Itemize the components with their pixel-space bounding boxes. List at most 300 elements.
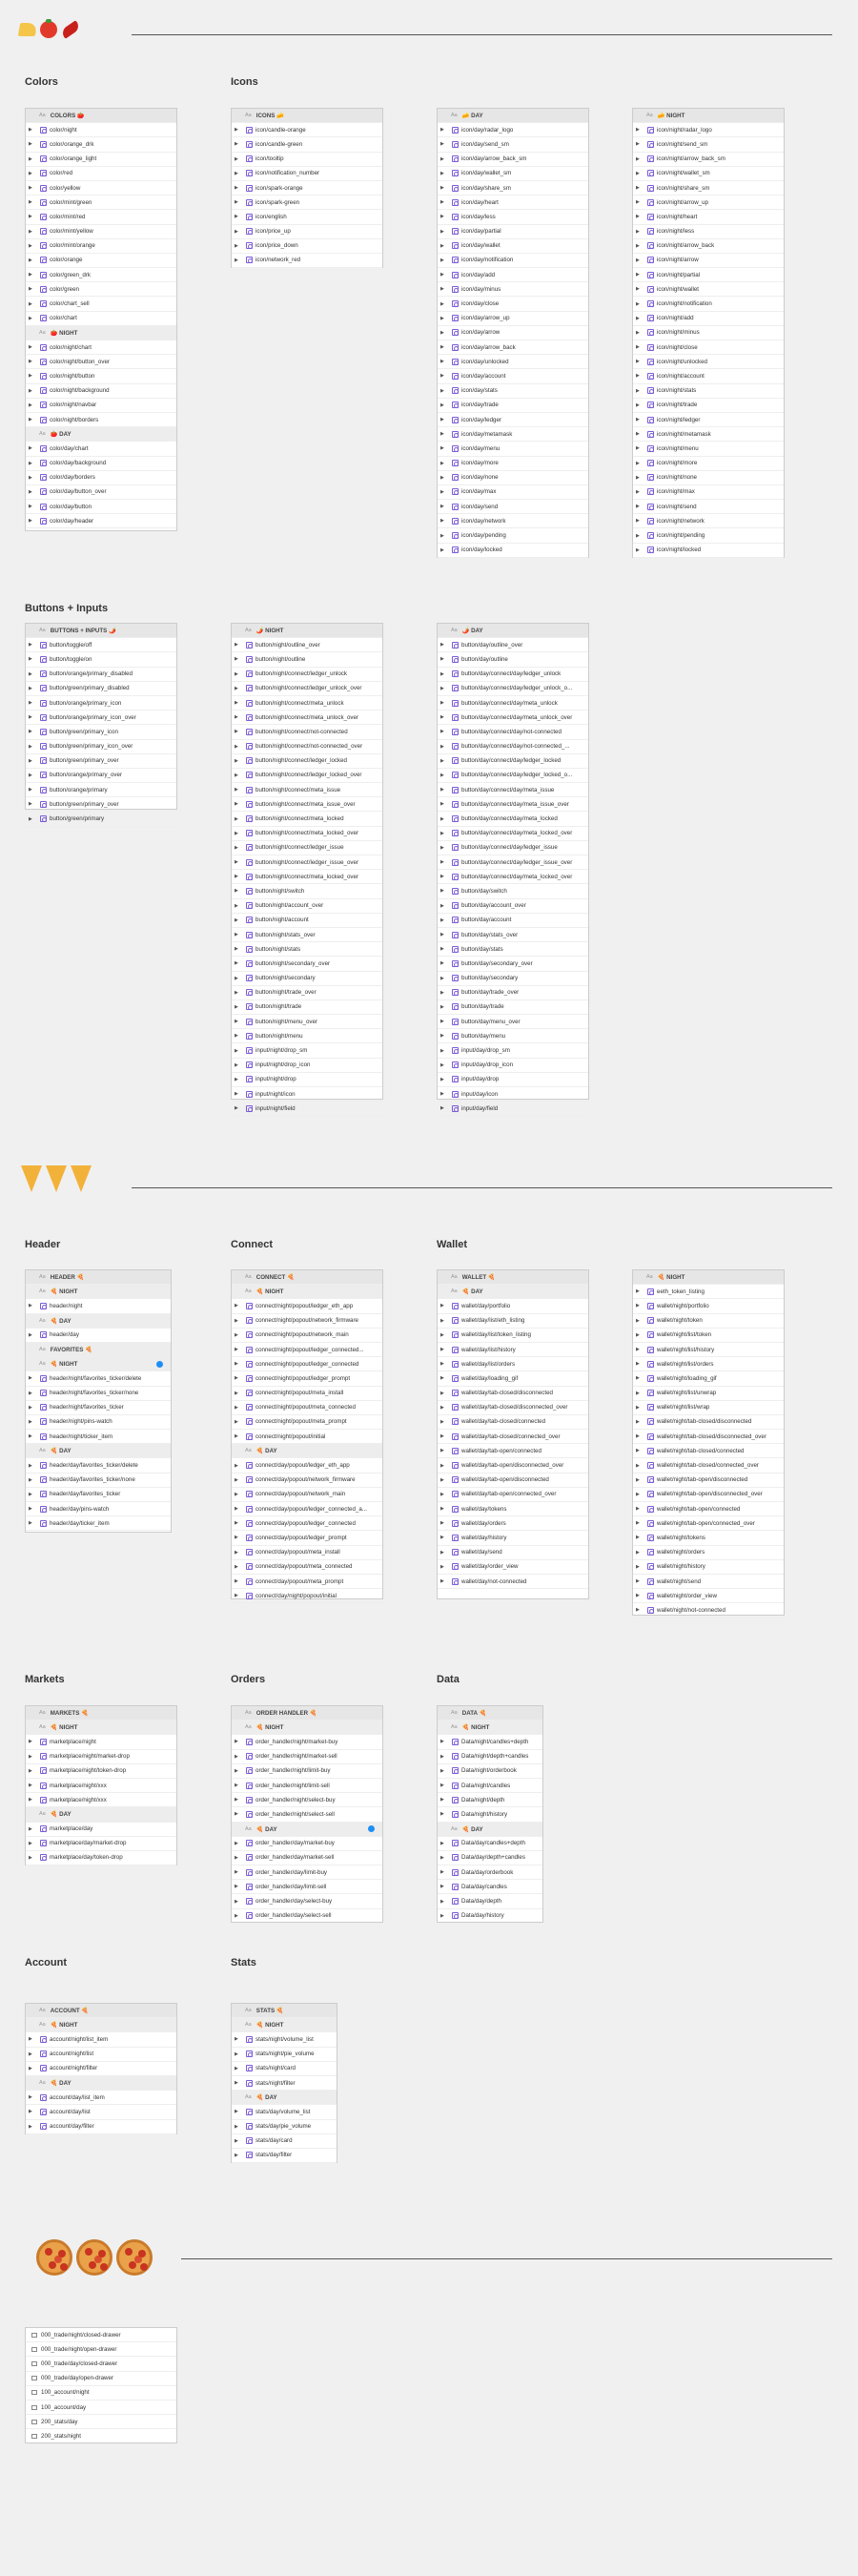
expand-arrow-icon[interactable]: ▶ [235, 1563, 238, 1570]
layer-item[interactable] [26, 297, 176, 311]
layer-item[interactable] [438, 668, 588, 682]
layer-item[interactable] [26, 1851, 176, 1865]
layer-item[interactable] [26, 153, 176, 167]
expand-arrow-icon[interactable]: ▶ [440, 1797, 444, 1803]
expand-arrow-icon[interactable]: ▶ [29, 373, 32, 380]
expand-arrow-icon[interactable]: ▶ [29, 1404, 32, 1411]
layer-item[interactable] [26, 754, 176, 769]
layer-item[interactable] [232, 1102, 382, 1116]
layer-item[interactable] [26, 725, 176, 739]
layer-item[interactable] [438, 1909, 542, 1924]
group-header[interactable] [438, 1823, 542, 1837]
layer-item[interactable] [633, 1531, 784, 1545]
expand-arrow-icon[interactable]: ▶ [440, 1476, 444, 1483]
layer-item[interactable] [438, 1837, 542, 1851]
expand-arrow-icon[interactable]: ▶ [235, 960, 238, 967]
expand-arrow-icon[interactable]: ▶ [440, 170, 444, 176]
layer-item[interactable] [26, 1371, 171, 1386]
expand-arrow-icon[interactable]: ▶ [636, 1448, 640, 1454]
layer-item[interactable] [438, 1343, 588, 1357]
layer-item[interactable] [232, 1299, 382, 1313]
layer-item[interactable] [438, 870, 588, 884]
expand-arrow-icon[interactable]: ▶ [440, 700, 444, 707]
expand-arrow-icon[interactable]: ▶ [29, 214, 32, 220]
layer-item[interactable] [232, 1851, 382, 1865]
expand-arrow-icon[interactable]: ▶ [235, 902, 238, 909]
layer-item[interactable] [232, 1750, 382, 1764]
expand-arrow-icon[interactable]: ▶ [440, 670, 444, 677]
expand-arrow-icon[interactable]: ▶ [440, 1520, 444, 1527]
layer-item[interactable] [26, 340, 176, 355]
expand-arrow-icon[interactable]: ▶ [235, 1331, 238, 1338]
expand-arrow-icon[interactable]: ▶ [440, 344, 444, 351]
panel-header[interactable] [633, 1270, 784, 1285]
layer-item[interactable] [438, 1764, 542, 1779]
layer-item[interactable] [232, 196, 382, 210]
panel-header[interactable] [232, 2004, 337, 2018]
expand-arrow-icon[interactable]: ▶ [440, 1418, 444, 1425]
layer-item[interactable] [633, 1502, 784, 1516]
layer-item[interactable] [26, 740, 176, 754]
layer-item[interactable] [232, 2149, 337, 2163]
layer-item[interactable] [232, 1401, 382, 1415]
layer-item[interactable] [26, 1837, 176, 1851]
layer-item[interactable] [438, 254, 588, 268]
layer-item[interactable] [633, 1560, 784, 1575]
layer-item[interactable] [26, 268, 176, 282]
expand-arrow-icon[interactable]: ▶ [235, 1811, 238, 1818]
layer-item[interactable] [633, 442, 784, 456]
expand-arrow-icon[interactable]: ▶ [235, 1105, 238, 1112]
layer-item[interactable] [26, 1299, 171, 1313]
group-header[interactable] [232, 1721, 382, 1735]
expand-arrow-icon[interactable]: ▶ [29, 1767, 32, 1774]
expand-arrow-icon[interactable]: ▶ [440, 685, 444, 691]
expand-arrow-icon[interactable]: ▶ [440, 859, 444, 866]
layer-item[interactable] [232, 1764, 382, 1779]
expand-arrow-icon[interactable]: ▶ [440, 460, 444, 466]
panel-header[interactable] [232, 109, 382, 123]
layer-item[interactable] [438, 725, 588, 739]
layer-item[interactable] [232, 928, 382, 942]
expand-arrow-icon[interactable]: ▶ [29, 1520, 32, 1527]
layer-item[interactable] [438, 1575, 588, 1589]
layer-item[interactable] [438, 1531, 588, 1545]
expand-arrow-icon[interactable]: ▶ [440, 272, 444, 278]
expand-arrow-icon[interactable]: ▶ [235, 844, 238, 851]
layer-item[interactable] [633, 528, 784, 543]
expand-arrow-icon[interactable]: ▶ [29, 2036, 32, 2043]
expand-arrow-icon[interactable]: ▶ [29, 1753, 32, 1760]
expand-arrow-icon[interactable]: ▶ [29, 743, 32, 750]
panel-header[interactable] [26, 624, 176, 638]
layer-item[interactable] [232, 1387, 382, 1401]
layer-item[interactable] [633, 297, 784, 311]
layer-item[interactable] [26, 181, 176, 196]
frame-item[interactable] [26, 2386, 176, 2401]
layer-item[interactable] [232, 1343, 382, 1357]
expand-arrow-icon[interactable]: ▶ [235, 2080, 238, 2087]
layer-item[interactable] [438, 312, 588, 326]
layer-item[interactable] [26, 812, 176, 826]
expand-arrow-icon[interactable]: ▶ [440, 214, 444, 220]
expand-arrow-icon[interactable]: ▶ [440, 445, 444, 452]
layer-item[interactable] [232, 1894, 382, 1908]
expand-arrow-icon[interactable]: ▶ [636, 1317, 640, 1324]
layer-item[interactable] [26, 1430, 171, 1444]
expand-arrow-icon[interactable]: ▶ [29, 772, 32, 778]
expand-arrow-icon[interactable]: ▶ [440, 1840, 444, 1846]
expand-arrow-icon[interactable]: ▶ [235, 685, 238, 691]
layer-item[interactable] [232, 254, 382, 268]
expand-arrow-icon[interactable]: ▶ [235, 1047, 238, 1054]
expand-arrow-icon[interactable]: ▶ [29, 815, 32, 822]
expand-arrow-icon[interactable]: ▶ [440, 917, 444, 923]
layer-item[interactable] [438, 297, 588, 311]
layer-item[interactable] [633, 326, 784, 340]
layer-item[interactable] [438, 1299, 588, 1313]
layer-item[interactable] [438, 1546, 588, 1560]
layer-item[interactable] [438, 196, 588, 210]
expand-arrow-icon[interactable]: ▶ [440, 141, 444, 148]
expand-arrow-icon[interactable]: ▶ [235, 989, 238, 996]
group-header[interactable] [26, 2018, 176, 2032]
expand-arrow-icon[interactable]: ▶ [29, 2094, 32, 2101]
expand-arrow-icon[interactable]: ▶ [636, 1288, 640, 1295]
expand-arrow-icon[interactable]: ▶ [235, 2065, 238, 2071]
expand-arrow-icon[interactable]: ▶ [29, 1375, 32, 1382]
layer-item[interactable] [26, 1458, 171, 1473]
layer-item[interactable] [26, 457, 176, 471]
expand-arrow-icon[interactable]: ▶ [636, 387, 640, 394]
layer-item[interactable] [633, 1589, 784, 1603]
layer-item[interactable] [438, 652, 588, 667]
layer-item[interactable] [232, 1793, 382, 1807]
expand-arrow-icon[interactable]: ▶ [235, 1361, 238, 1368]
expand-arrow-icon[interactable]: ▶ [636, 1418, 640, 1425]
expand-arrow-icon[interactable]: ▶ [29, 2109, 32, 2115]
layer-item[interactable] [232, 986, 382, 1000]
layer-item[interactable] [438, 1807, 542, 1822]
layer-item[interactable] [232, 855, 382, 870]
layer-item[interactable] [438, 1029, 588, 1043]
group-header[interactable] [26, 427, 176, 442]
expand-arrow-icon[interactable]: ▶ [235, 1476, 238, 1483]
layer-item[interactable] [438, 1387, 588, 1401]
expand-arrow-icon[interactable]: ▶ [636, 170, 640, 176]
layer-item[interactable] [232, 1807, 382, 1822]
layer-item[interactable] [232, 652, 382, 667]
group-header[interactable] [26, 2076, 176, 2091]
layer-item[interactable] [26, 1735, 176, 1749]
layer-item[interactable] [232, 225, 382, 239]
expand-arrow-icon[interactable]: ▶ [440, 1361, 444, 1368]
expand-arrow-icon[interactable]: ▶ [440, 787, 444, 793]
layer-item[interactable] [232, 1043, 382, 1058]
expand-arrow-icon[interactable]: ▶ [235, 1593, 238, 1599]
layer-item[interactable] [26, 355, 176, 369]
expand-arrow-icon[interactable]: ▶ [440, 387, 444, 394]
expand-arrow-icon[interactable]: ▶ [636, 1578, 640, 1585]
layer-item[interactable] [26, 210, 176, 224]
expand-arrow-icon[interactable]: ▶ [235, 1347, 238, 1353]
expand-arrow-icon[interactable]: ▶ [29, 685, 32, 691]
layer-item[interactable] [438, 340, 588, 355]
expand-arrow-icon[interactable]: ▶ [440, 504, 444, 510]
layer-item[interactable] [232, 153, 382, 167]
layer-item[interactable] [232, 1415, 382, 1430]
panel-header[interactable] [438, 1706, 542, 1721]
expand-arrow-icon[interactable]: ▶ [235, 1091, 238, 1098]
layer-item[interactable] [633, 268, 784, 282]
layer-item[interactable] [438, 1401, 588, 1415]
expand-arrow-icon[interactable]: ▶ [440, 417, 444, 423]
group-header[interactable] [26, 1357, 171, 1371]
group-header[interactable] [232, 1444, 382, 1458]
layer-item[interactable] [232, 884, 382, 898]
layer-item[interactable] [232, 2062, 337, 2076]
expand-arrow-icon[interactable]: ▶ [29, 315, 32, 321]
expand-arrow-icon[interactable]: ▶ [235, 1739, 238, 1745]
expand-arrow-icon[interactable]: ▶ [440, 815, 444, 822]
expand-arrow-icon[interactable]: ▶ [440, 1506, 444, 1513]
layer-item[interactable] [232, 1865, 382, 1880]
expand-arrow-icon[interactable]: ▶ [440, 1578, 444, 1585]
layer-item[interactable] [26, 1750, 176, 1764]
layer-item[interactable] [438, 369, 588, 383]
expand-arrow-icon[interactable]: ▶ [235, 1912, 238, 1919]
layer-item[interactable] [232, 1502, 382, 1516]
expand-arrow-icon[interactable]: ▶ [440, 1317, 444, 1324]
expand-arrow-icon[interactable]: ▶ [29, 257, 32, 263]
expand-arrow-icon[interactable]: ▶ [29, 359, 32, 365]
expand-arrow-icon[interactable]: ▶ [235, 772, 238, 778]
group-header[interactable] [26, 1343, 171, 1357]
expand-arrow-icon[interactable]: ▶ [440, 315, 444, 321]
layer-item[interactable] [633, 1387, 784, 1401]
expand-arrow-icon[interactable]: ▶ [29, 272, 32, 278]
layer-item[interactable] [232, 210, 382, 224]
panel-header[interactable] [633, 109, 784, 123]
layer-item[interactable] [438, 1043, 588, 1058]
group-header[interactable] [232, 2018, 337, 2032]
expand-arrow-icon[interactable]: ▶ [636, 300, 640, 307]
expand-arrow-icon[interactable]: ▶ [235, 1535, 238, 1541]
layer-item[interactable] [633, 1299, 784, 1313]
layer-item[interactable] [633, 196, 784, 210]
expand-arrow-icon[interactable]: ▶ [636, 1607, 640, 1614]
layer-item[interactable] [438, 1502, 588, 1516]
group-header[interactable] [26, 326, 176, 340]
layer-item[interactable] [438, 1087, 588, 1102]
expand-arrow-icon[interactable]: ▶ [29, 242, 32, 249]
layer-item[interactable] [438, 427, 588, 442]
layer-item[interactable] [438, 1430, 588, 1444]
layer-item[interactable] [26, 1415, 171, 1430]
layer-item[interactable] [26, 2091, 176, 2105]
layer-item[interactable] [26, 399, 176, 413]
expand-arrow-icon[interactable]: ▶ [29, 2050, 32, 2057]
panel-header[interactable] [232, 1270, 382, 1285]
expand-arrow-icon[interactable]: ▶ [235, 1390, 238, 1396]
group-header[interactable] [26, 1285, 171, 1299]
layer-item[interactable] [26, 369, 176, 383]
layer-item[interactable] [232, 638, 382, 652]
expand-arrow-icon[interactable]: ▶ [235, 170, 238, 176]
layer-item[interactable] [633, 167, 784, 181]
expand-arrow-icon[interactable]: ▶ [440, 729, 444, 735]
layer-item[interactable] [633, 123, 784, 137]
expand-arrow-icon[interactable]: ▶ [636, 329, 640, 336]
frame-item[interactable] [26, 2372, 176, 2386]
expand-arrow-icon[interactable]: ▶ [440, 874, 444, 880]
expand-arrow-icon[interactable]: ▶ [440, 1783, 444, 1789]
layer-item[interactable] [232, 2120, 337, 2134]
layer-item[interactable] [26, 638, 176, 652]
frame-item[interactable] [26, 2429, 176, 2443]
expand-arrow-icon[interactable]: ▶ [29, 801, 32, 808]
expand-arrow-icon[interactable]: ▶ [440, 975, 444, 981]
expand-arrow-icon[interactable]: ▶ [29, 729, 32, 735]
layer-item[interactable] [232, 1560, 382, 1575]
layer-item[interactable] [438, 1458, 588, 1473]
layer-item[interactable] [438, 1371, 588, 1386]
expand-arrow-icon[interactable]: ▶ [235, 670, 238, 677]
layer-item[interactable] [232, 725, 382, 739]
layer-item[interactable] [633, 413, 784, 427]
expand-arrow-icon[interactable]: ▶ [29, 518, 32, 525]
layer-item[interactable] [232, 1329, 382, 1343]
layer-item[interactable] [633, 137, 784, 152]
layer-item[interactable] [232, 1779, 382, 1793]
expand-arrow-icon[interactable]: ▶ [29, 1433, 32, 1440]
expand-arrow-icon[interactable]: ▶ [636, 546, 640, 553]
layer-item[interactable] [633, 1314, 784, 1329]
layer-item[interactable] [26, 711, 176, 725]
layer-item[interactable] [438, 1516, 588, 1531]
layer-item[interactable] [633, 1371, 784, 1386]
layer-item[interactable] [232, 1430, 382, 1444]
layer-item[interactable] [633, 282, 784, 297]
layer-item[interactable] [26, 471, 176, 485]
expand-arrow-icon[interactable]: ▶ [235, 975, 238, 981]
expand-arrow-icon[interactable]: ▶ [29, 787, 32, 793]
expand-arrow-icon[interactable]: ▶ [235, 1898, 238, 1905]
expand-arrow-icon[interactable]: ▶ [235, 1003, 238, 1010]
layer-item[interactable] [26, 123, 176, 137]
expand-arrow-icon[interactable]: ▶ [235, 242, 238, 249]
layer-item[interactable] [26, 769, 176, 783]
expand-arrow-icon[interactable]: ▶ [235, 185, 238, 192]
panel-header[interactable] [438, 1270, 588, 1285]
expand-arrow-icon[interactable]: ▶ [440, 772, 444, 778]
layer-item[interactable] [438, 899, 588, 914]
expand-arrow-icon[interactable]: ▶ [29, 714, 32, 721]
expand-arrow-icon[interactable]: ▶ [235, 1797, 238, 1803]
expand-arrow-icon[interactable]: ▶ [440, 1753, 444, 1760]
layer-item[interactable] [232, 181, 382, 196]
layer-item[interactable] [232, 239, 382, 254]
expand-arrow-icon[interactable]: ▶ [636, 1491, 640, 1497]
layer-item[interactable] [26, 196, 176, 210]
expand-arrow-icon[interactable]: ▶ [440, 989, 444, 996]
expand-arrow-icon[interactable]: ▶ [235, 743, 238, 750]
layer-item[interactable] [633, 1575, 784, 1589]
layer-item[interactable] [232, 957, 382, 971]
layer-item[interactable] [26, 1401, 171, 1415]
layer-item[interactable] [232, 783, 382, 797]
group-header[interactable] [26, 1444, 171, 1458]
expand-arrow-icon[interactable]: ▶ [636, 214, 640, 220]
layer-item[interactable] [26, 668, 176, 682]
expand-arrow-icon[interactable]: ▶ [29, 1506, 32, 1513]
expand-arrow-icon[interactable]: ▶ [29, 286, 32, 293]
expand-arrow-icon[interactable]: ▶ [636, 315, 640, 321]
layer-item[interactable] [633, 1516, 784, 1531]
layer-item[interactable] [232, 1314, 382, 1329]
layer-item[interactable] [26, 137, 176, 152]
layer-item[interactable] [438, 399, 588, 413]
layer-item[interactable] [26, 282, 176, 297]
expand-arrow-icon[interactable]: ▶ [235, 2137, 238, 2144]
expand-arrow-icon[interactable]: ▶ [29, 1331, 32, 1338]
layer-item[interactable] [438, 442, 588, 456]
layer-item[interactable] [232, 870, 382, 884]
expand-arrow-icon[interactable]: ▶ [29, 460, 32, 466]
expand-arrow-icon[interactable]: ▶ [440, 1331, 444, 1338]
expand-arrow-icon[interactable]: ▶ [636, 474, 640, 481]
expand-arrow-icon[interactable]: ▶ [29, 700, 32, 707]
layer-item[interactable] [438, 528, 588, 543]
expand-arrow-icon[interactable]: ▶ [235, 1303, 238, 1309]
expand-arrow-icon[interactable]: ▶ [235, 888, 238, 895]
expand-arrow-icon[interactable]: ▶ [440, 300, 444, 307]
layer-item[interactable] [438, 1473, 588, 1488]
layer-item[interactable] [232, 1458, 382, 1473]
expand-arrow-icon[interactable]: ▶ [440, 242, 444, 249]
layer-item[interactable] [438, 827, 588, 841]
layer-item[interactable] [438, 225, 588, 239]
layer-item[interactable] [232, 1837, 382, 1851]
expand-arrow-icon[interactable]: ▶ [29, 1462, 32, 1469]
layer-item[interactable] [438, 1357, 588, 1371]
expand-arrow-icon[interactable]: ▶ [235, 714, 238, 721]
expand-arrow-icon[interactable]: ▶ [440, 431, 444, 438]
panel-header[interactable] [232, 624, 382, 638]
layer-item[interactable] [633, 1357, 784, 1371]
expand-arrow-icon[interactable]: ▶ [636, 1375, 640, 1382]
layer-item[interactable] [438, 167, 588, 181]
layer-item[interactable] [26, 514, 176, 528]
layer-item[interactable] [232, 1087, 382, 1102]
expand-arrow-icon[interactable]: ▶ [235, 1418, 238, 1425]
layer-item[interactable] [438, 181, 588, 196]
expand-arrow-icon[interactable]: ▶ [235, 1033, 238, 1040]
expand-arrow-icon[interactable]: ▶ [29, 474, 32, 481]
layer-item[interactable] [438, 1415, 588, 1430]
expand-arrow-icon[interactable]: ▶ [636, 344, 640, 351]
layer-item[interactable] [232, 1531, 382, 1545]
expand-arrow-icon[interactable]: ▶ [235, 1019, 238, 1025]
expand-arrow-icon[interactable]: ▶ [235, 757, 238, 764]
layer-item[interactable] [633, 427, 784, 442]
expand-arrow-icon[interactable]: ▶ [235, 1375, 238, 1382]
layer-item[interactable] [633, 181, 784, 196]
layer-item[interactable] [232, 972, 382, 986]
expand-arrow-icon[interactable]: ▶ [235, 700, 238, 707]
layer-item[interactable] [26, 225, 176, 239]
expand-arrow-icon[interactable]: ▶ [636, 1331, 640, 1338]
